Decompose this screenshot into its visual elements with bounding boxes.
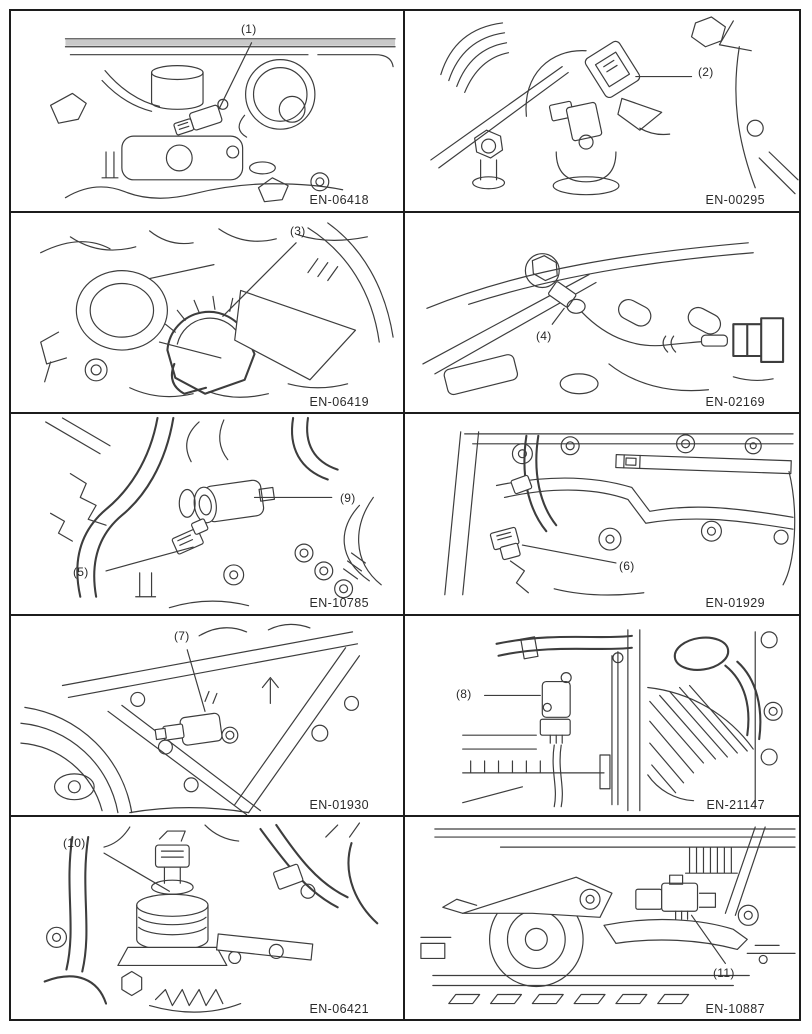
figure-code-6: EN-01929	[705, 596, 765, 611]
figure-panel-2	[405, 11, 799, 213]
engine-illustration-block-connector	[405, 414, 799, 614]
figure-panel-9	[11, 817, 405, 1019]
engine-illustration-throttle-area	[11, 213, 403, 413]
figure-panel-6	[405, 414, 799, 616]
engine-illustration-crank-sensor	[11, 616, 403, 816]
figure-code-4: EN-02169	[705, 394, 765, 409]
callout-8: (8)	[456, 686, 472, 701]
figure-code-1: EN-06418	[309, 193, 369, 208]
figure-panel-5	[11, 414, 405, 616]
figure-code-10: EN-10887	[705, 1001, 765, 1016]
engine-illustration-purge-valve	[11, 414, 403, 614]
engine-illustration-knock-sensor-harness	[405, 213, 799, 413]
callout-6: (6)	[619, 559, 635, 574]
figure-panel-4	[405, 213, 799, 415]
figure-grid	[9, 9, 801, 1021]
figure-panel-10	[405, 817, 799, 1019]
figure-code-3: EN-06419	[309, 394, 369, 409]
callout-2: (2)	[698, 65, 714, 79]
figure-panel-1	[11, 11, 405, 213]
callout-11: (11)	[713, 966, 735, 981]
callout-3: (3)	[290, 223, 306, 238]
figure-panel-3	[11, 213, 405, 415]
callout-1: (1)	[241, 22, 257, 36]
engine-illustration-underbody-sensor	[405, 817, 799, 1019]
figure-panel-8	[405, 616, 799, 818]
callout-4: (4)	[536, 328, 552, 343]
figure-code-9: EN-06421	[309, 1001, 369, 1016]
callout-9: (9)	[340, 491, 356, 506]
callout-10: (10)	[63, 836, 86, 851]
engine-illustration-connector-sensor	[405, 11, 799, 211]
callout-7: (7)	[174, 628, 190, 643]
figure-code-2: EN-00295	[705, 193, 765, 208]
figure-code-7: EN-01930	[309, 797, 369, 812]
callout-5: (5)	[73, 565, 89, 580]
engine-illustration-pressure-sensor	[11, 11, 403, 211]
figure-code-5: EN-10785	[309, 596, 369, 611]
engine-illustration-fan-shroud-sensor	[405, 616, 799, 816]
figure-panel-7	[11, 616, 405, 818]
figure-code-8: EN-21147	[706, 797, 765, 812]
